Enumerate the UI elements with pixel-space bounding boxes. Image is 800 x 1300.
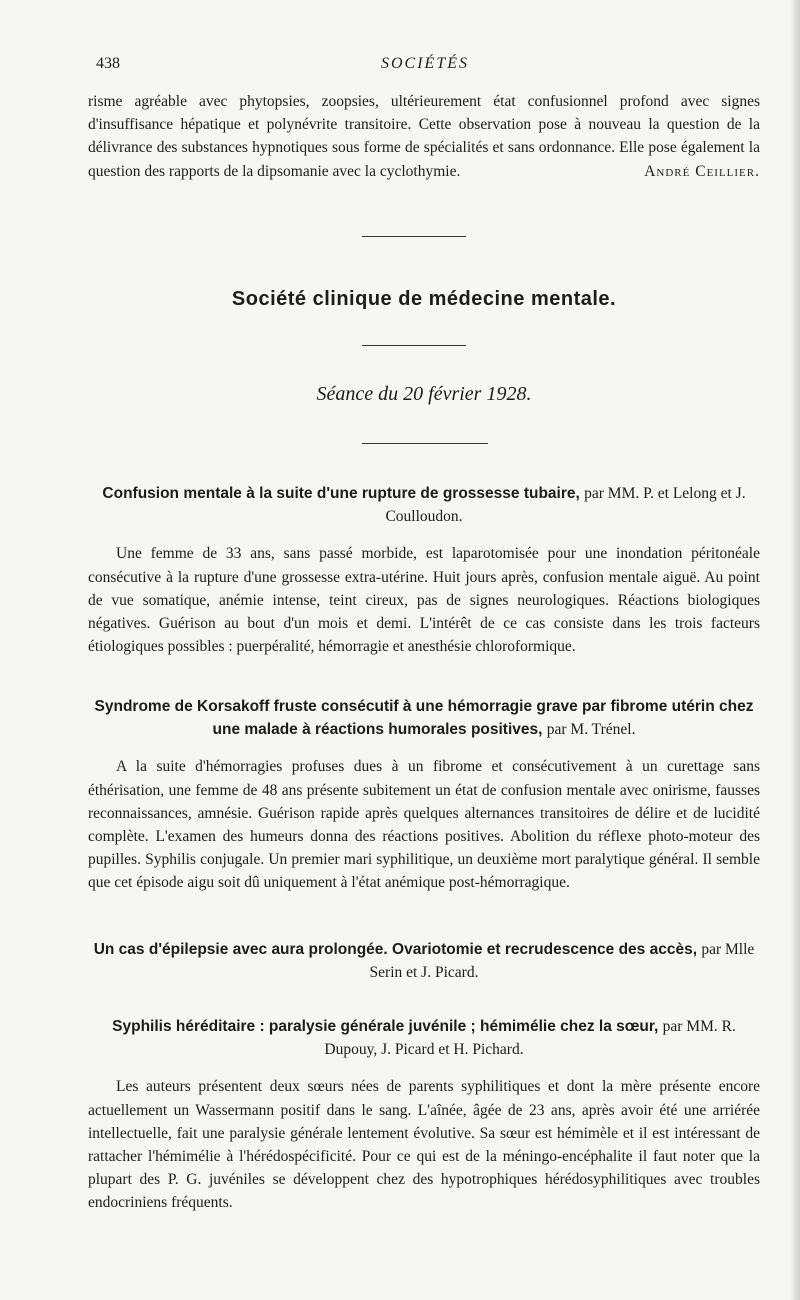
divider-rule [362, 236, 466, 237]
article-body: Les auteurs présentent deux sœurs nées de parents syphilitiques et dont la mère présente encore actuellement un Wassermann positif dans le sang. L'aînée, âgée de 23 ans, après avoir été une arriérée intellectuelle, fait une paralysie générale lentement évolutive. Sa sœur est hémimèle et il est intéressant de rattacher l'hémimélie à l'hérédospécificité. Pour ce qui est de la méningo-encéphalite il faut noter que la plupart des P. G. juvéniles se développent chez des hypotrophiques hérédosyphilitiques avec troubles endocriniens fréquents. [88, 1078, 760, 1212]
article-authors: par MM. R. Dupouy, J. Picard et H. Pichard. [324, 1018, 736, 1059]
article-2 [88, 695, 760, 895]
article-title [88, 938, 760, 984]
running-head: SOCIÉTÉS [381, 55, 469, 72]
article-authors: par M. Trénel. [546, 721, 636, 739]
intro-text: risme agréable avec phytopsies, zoopsies, ultérieurement état confusionnel profond avec signes d'insuffisance hépatique et polynévrite transitoire. Cette observation pose à nouveau la question de la délivrance des substances hypnotiques sous forme de spécialités et sans ordonnance. Elle pose également la question des rapports de la dipsomanie avec la cyclothymie. [88, 93, 760, 180]
article-title [88, 482, 760, 528]
page-edge-shadow [790, 0, 800, 1300]
article-body: Une femme de 33 ans, sans passé morbide, est laparotomisée pour une inondation péritonéale consécutive à la rupture d'une grossesse extra-utérine. Huit jours après, confusion mentale aiguë. Au point de vue somatique, anémie intense, teint cireux, pas de signes neurologiques. Réactions biologiques négatives. Guérison au bout d'un mois et demi. L'intérêt de ce cas consiste dans les trois facteurs étiologiques possibles : puerpéralité, hémorragie et anesthésie chloroformique. [88, 545, 760, 656]
article-authors: par MM. P. et Lelong et J. Coulloudon. [385, 485, 746, 526]
session-heading: Séance du 20 février 1928. [316, 383, 532, 405]
article-3 [88, 938, 760, 984]
divider-rule [362, 443, 488, 444]
article-title [88, 1015, 760, 1061]
article-title-text: Un cas d'épilepsie avec aura prolongée. Ovariotomie et recrudescence des accès, [93, 941, 698, 958]
article-title-text: Syphilis héréditaire : paralysie générale juvénile ; hémimélie chez la sœur, [112, 1018, 659, 1035]
article-title [88, 695, 760, 741]
article-title-text: Confusion mentale à la suite d'une rupture de grossesse tubaire, [102, 485, 580, 502]
intro-signature: André Ceillier. [644, 162, 760, 180]
article-title-text: Syndrome de Korsakoff fruste consécutif à une hémorragie grave par fibrome utérin chez une malade à réactions humorales positives, [94, 698, 754, 739]
page-header [88, 55, 762, 77]
article-body: A la suite d'hémorragies profuses dues à un fibrome et consécutivement à un curettage sans éthérisation, une femme de 48 ans présente subitement un état de confusion mentale avec onirisme, fausses reconnaissances, amnésie. Guérison rapide après quelques alternances transitoires de délire et de lucidité complète. L'examen des humeurs donna des réactions positives. Abolition du réflexe photo-moteur des pupilles. Syphilis conjugale. Un premier mari syphilitique, un deuxième mort paralytique général. Il semble que cet épisode aigu soit dû uniquement à l'état anémique post-hémorragique. [88, 758, 760, 892]
intro-section [88, 90, 760, 183]
divider-rule [362, 345, 466, 346]
article-1 [88, 482, 760, 658]
intro-paragraph [88, 90, 760, 183]
article-4 [88, 1015, 760, 1215]
society-title: Société clinique de médecine mentale. [231, 288, 617, 310]
page-number: 438 [96, 55, 120, 72]
article-authors: par Mlle Serin et J. Picard. [369, 941, 755, 982]
